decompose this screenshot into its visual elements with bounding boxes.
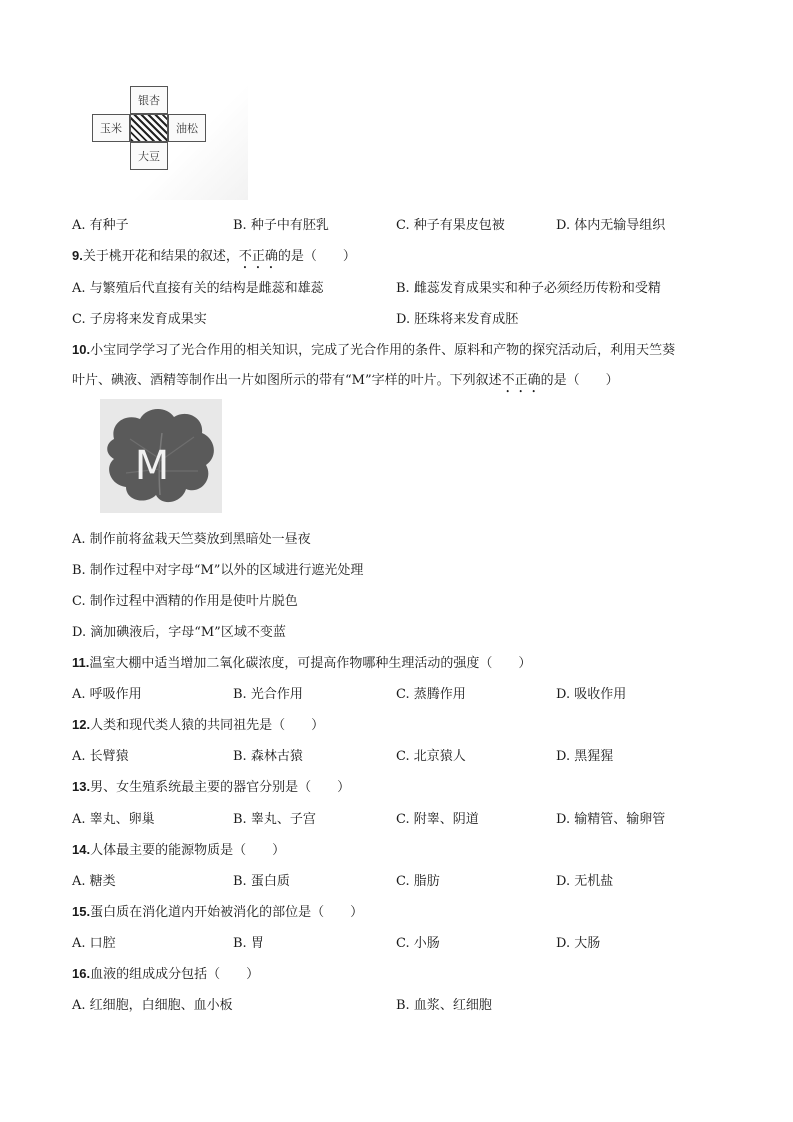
q10-option-d: D. 滴加碘液后，字母“M”区域不变蓝 bbox=[72, 625, 286, 640]
q10-text-line1: 小宝同学学习了光合作用的相关知识，完成了光合作用的条件、原料和产物的探究活动后，利用天竺葵 bbox=[90, 343, 676, 358]
q15-option-a: A. 口腔 bbox=[72, 936, 116, 951]
q14-text: 人体最主要的能源物质是（ ） bbox=[90, 843, 286, 858]
q15-option-d: D. 大肠 bbox=[556, 936, 601, 951]
diagram-cell-bottom: 大豆 bbox=[130, 142, 168, 170]
q12-number: 12. bbox=[72, 717, 91, 732]
q13-option-b: B. 睾丸、子宫 bbox=[233, 812, 316, 827]
q14-number: 14. bbox=[72, 842, 91, 857]
q10-option-a: A. 制作前将盆栽天竺葵放到黑暗处一昼夜 bbox=[72, 532, 311, 547]
q11-option-b: B. 光合作用 bbox=[233, 687, 303, 702]
leaf-shape bbox=[100, 399, 222, 513]
q12-stem bbox=[72, 714, 324, 733]
q16-option-b: B. 血浆、红细胞 bbox=[396, 998, 492, 1013]
q16-stem bbox=[72, 963, 259, 982]
q15-option-b: B. 胃 bbox=[233, 936, 264, 951]
q9-text-post: 的是（ ） bbox=[277, 249, 356, 264]
q9-option-b: B. 雌蕊发育成果实和种子必须经历传粉和受精 bbox=[396, 281, 661, 296]
q12-option-b: B. 森林古猿 bbox=[233, 749, 303, 764]
q9-stem bbox=[72, 245, 356, 272]
q8-option-c: C. 种子有果皮包被 bbox=[396, 218, 505, 233]
q10-number: 10. bbox=[72, 342, 91, 357]
q11-option-d: D. 吸收作用 bbox=[556, 687, 627, 702]
q10-text-line2-post: 的是（ ） bbox=[540, 373, 619, 388]
q13-option-d: D. 输精管、输卵管 bbox=[556, 812, 666, 827]
q15-option-c: C. 小肠 bbox=[396, 936, 440, 951]
classification-diagram bbox=[88, 68, 248, 200]
q12-option-c: C. 北京猿人 bbox=[396, 749, 466, 764]
q11-option-c: C. 蒸腾作用 bbox=[396, 687, 466, 702]
q15-number: 15. bbox=[72, 904, 91, 919]
q11-option-a: A. 呼吸作用 bbox=[72, 687, 142, 702]
q11-number: 11. bbox=[72, 655, 90, 670]
q15-stem bbox=[72, 901, 363, 920]
q10-option-b: B. 制作过程中对字母“M”以外的区域进行遮光处理 bbox=[72, 563, 364, 578]
q9-option-a: A. 与繁殖后代直接有关的结构是雌蕊和雄蕊 bbox=[72, 281, 324, 296]
leaf-image bbox=[100, 399, 222, 513]
diagram-cell-center-hatched bbox=[130, 114, 168, 142]
leaf-letter-m: M bbox=[134, 443, 170, 489]
q9-text-pre: 关于桃开花和结果的叙述， bbox=[82, 249, 239, 264]
q13-stem bbox=[72, 776, 350, 795]
q10-text-emphasis: 不正确 bbox=[501, 373, 541, 388]
q10-text-line2-pre: 叶片、碘液、酒精等制作出一片如图所示的带有“M”字样的叶片。下列叙述 bbox=[72, 373, 502, 388]
diagram-cell-left: 玉米 bbox=[92, 114, 130, 142]
q13-number: 13. bbox=[72, 779, 91, 794]
q10-stem-line1 bbox=[72, 339, 675, 358]
q12-option-a: A. 长臂猿 bbox=[72, 749, 129, 764]
q15-text: 蛋白质在消化道内开始被消化的部位是（ ） bbox=[90, 905, 364, 920]
q13-text: 男、女生殖系统最主要的器官分别是（ ） bbox=[90, 780, 351, 795]
q9-option-d: D. 胚珠将来发育成胚 bbox=[396, 312, 519, 327]
q16-text: 血液的组成成分包括（ ） bbox=[90, 967, 260, 982]
q13-option-c: C. 附睾、阴道 bbox=[396, 812, 479, 827]
q10-option-c: C. 制作过程中酒精的作用是使叶片脱色 bbox=[72, 594, 298, 609]
q12-text: 人类和现代类人猿的共同祖先是（ ） bbox=[90, 718, 325, 733]
q14-option-d: D. 无机盐 bbox=[556, 874, 614, 889]
q16-option-a: A. 红细胞，白细胞、血小板 bbox=[72, 998, 233, 1013]
q8-option-a: A. 有种子 bbox=[72, 218, 129, 233]
q9-number: 9. bbox=[72, 248, 83, 263]
q8-option-d: D. 体内无输导组织 bbox=[556, 218, 666, 233]
q14-option-c: C. 脂肪 bbox=[396, 874, 440, 889]
diagram-cell-top: 银杏 bbox=[130, 86, 168, 114]
q12-option-d: D. 黑猩猩 bbox=[556, 749, 614, 764]
q16-number: 16. bbox=[72, 966, 91, 981]
q9-option-c: C. 子房将来发育成果实 bbox=[72, 312, 207, 327]
q13-option-a: A. 睾丸、卵巢 bbox=[72, 812, 155, 827]
q9-text-emphasis: 不正确 bbox=[238, 249, 278, 264]
q14-option-b: B. 蛋白质 bbox=[233, 874, 290, 889]
q10-stem-line2 bbox=[72, 369, 619, 396]
q8-option-b: B. 种子中有胚乳 bbox=[233, 218, 329, 233]
q14-stem bbox=[72, 839, 285, 858]
diagram-cell-right: 油松 bbox=[168, 114, 206, 142]
q11-stem bbox=[72, 652, 531, 671]
q14-option-a: A. 糖类 bbox=[72, 874, 116, 889]
q11-text: 温室大棚中适当增加二氧化碳浓度，可提高作物哪种生理活动的强度（ ） bbox=[89, 656, 532, 671]
